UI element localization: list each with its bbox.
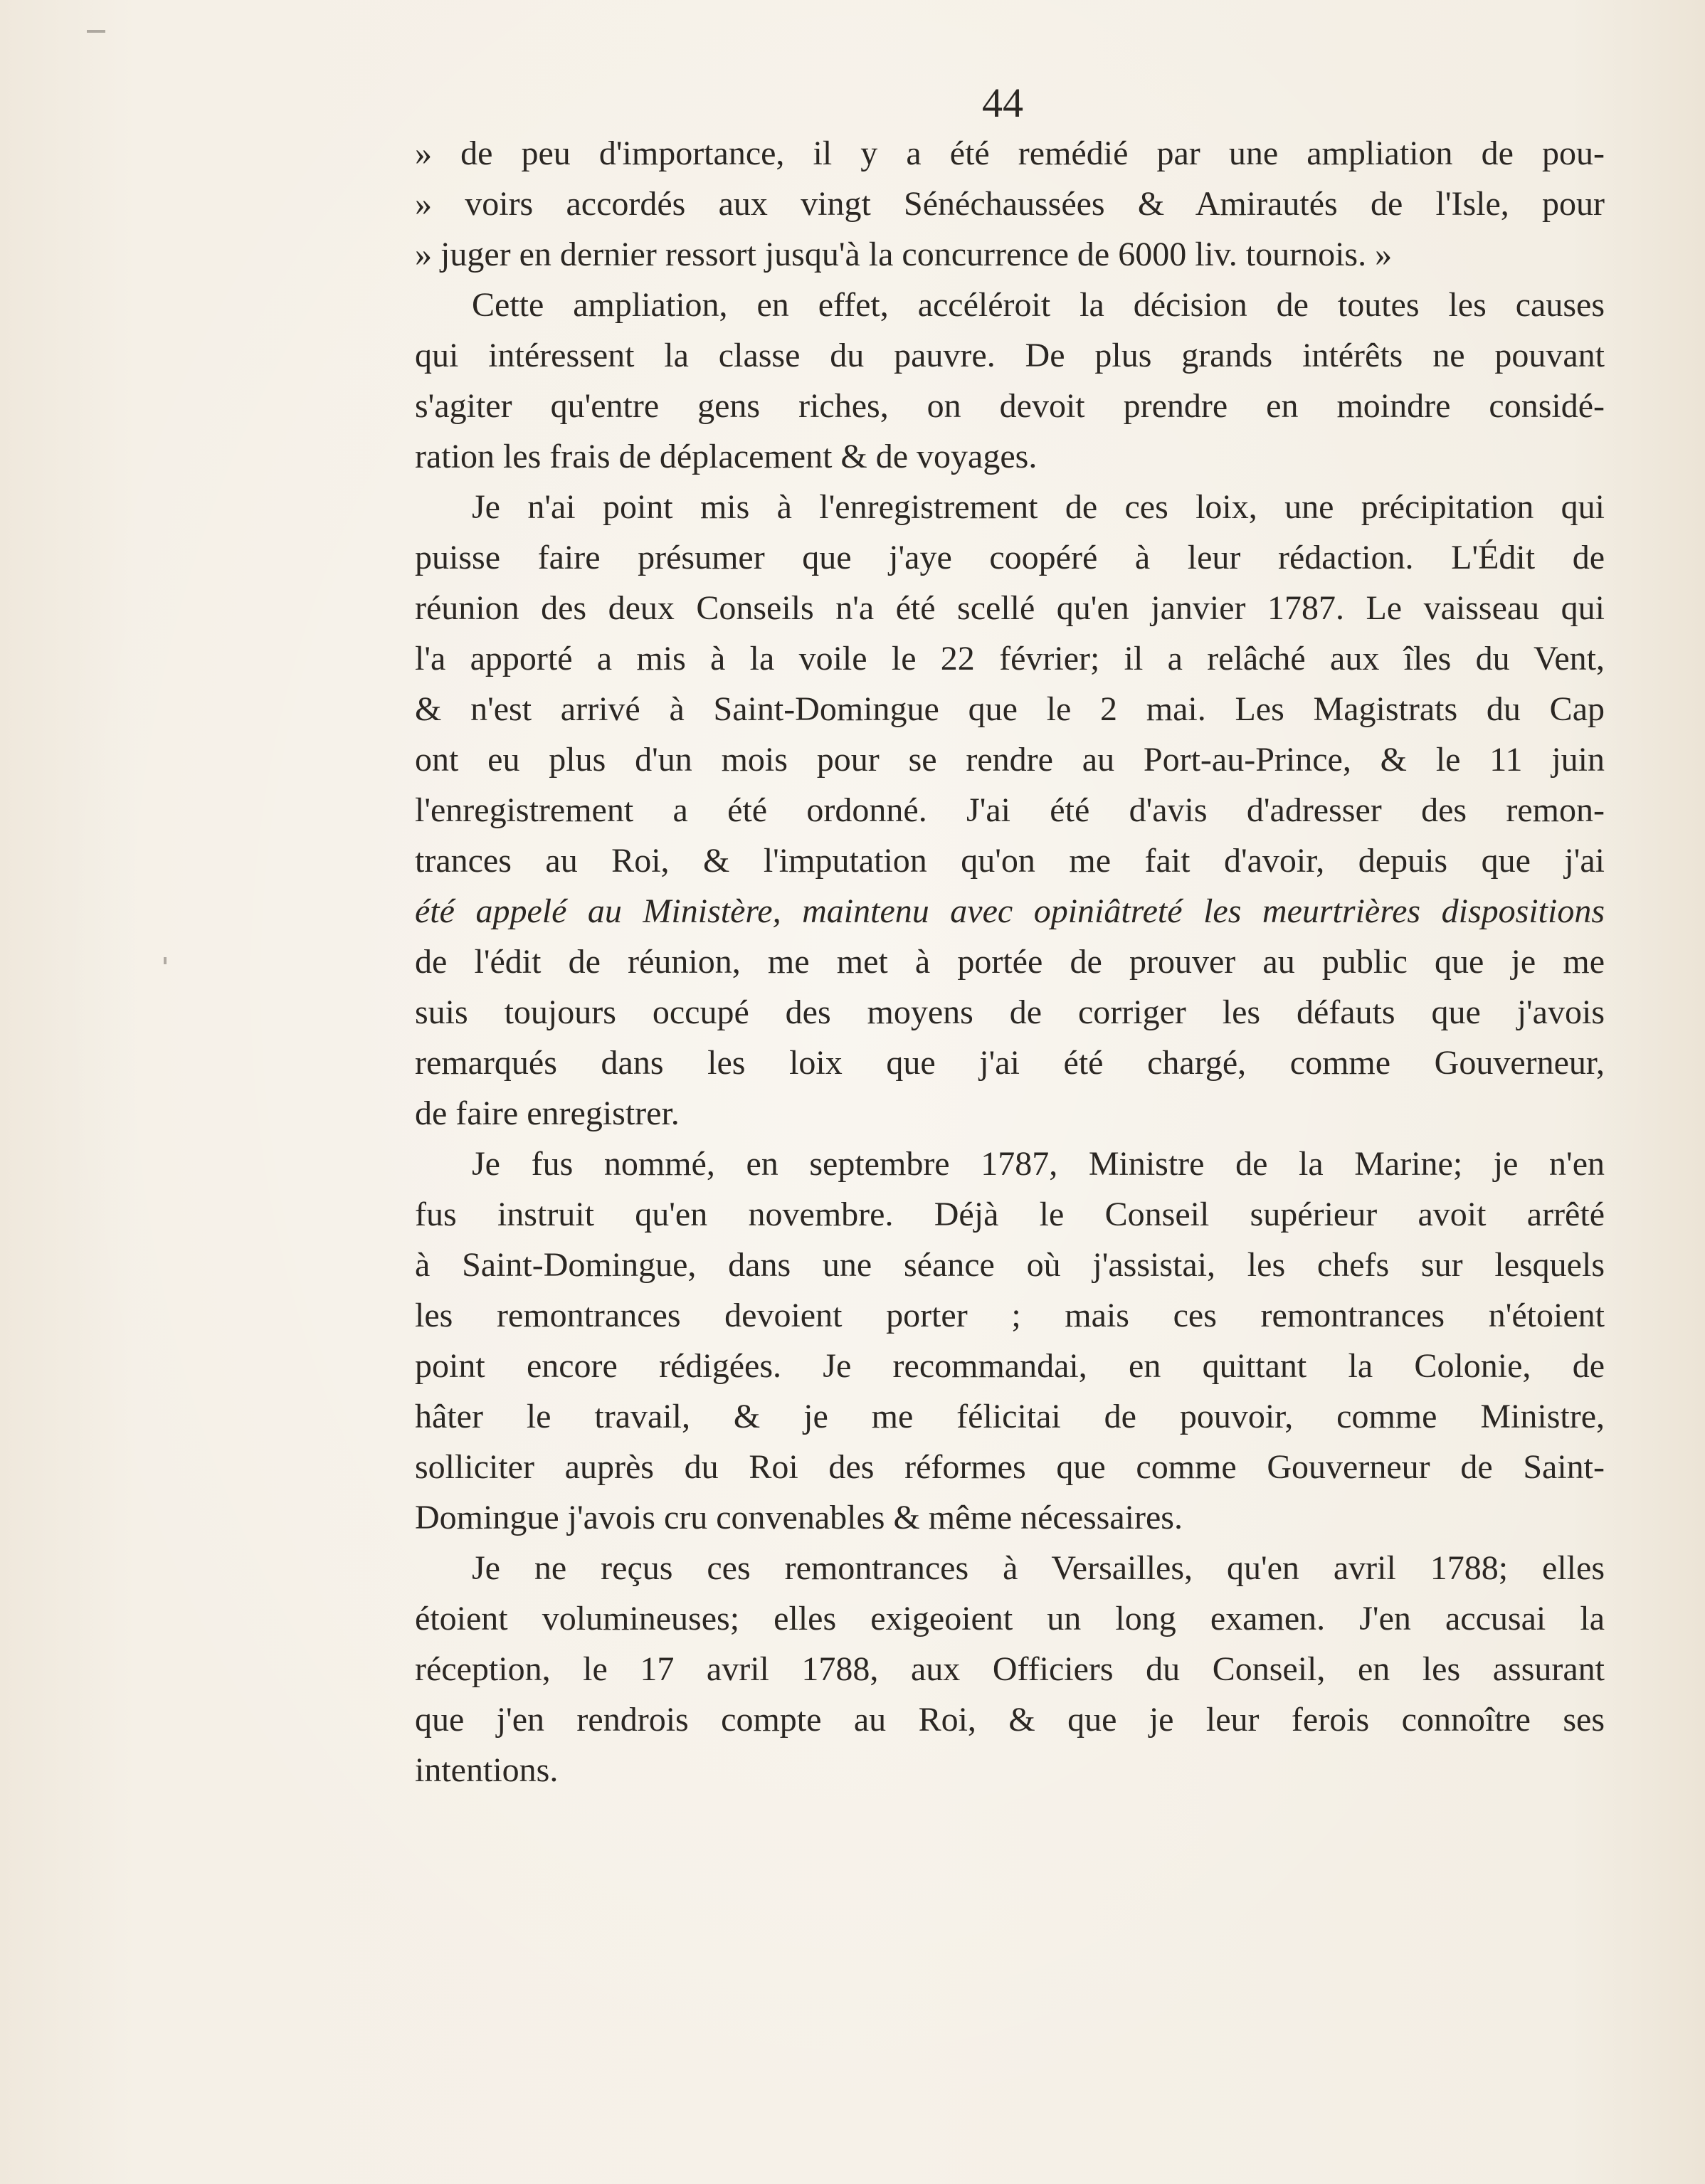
text-line: Je ne reçus ces remontrances à Versailles, qu'en avril 1788; elles <box>472 1549 1605 1587</box>
text-line: & n'est arrivé à Saint-Domingue que le 2 mai. Les Magistrats du Cap <box>415 690 1605 728</box>
body-text <box>415 128 1605 1795</box>
text-line: réunion des deux Conseils n'a été scellé qu'en janvier 1787. Le vaisseau qui <box>415 589 1605 627</box>
text-line: puisse faire présumer que j'aye coopéré à leur rédaction. L'Édit de <box>415 539 1605 576</box>
text-line: Je n'ai point mis à l'enregistrement de ces loix, une précipitation qui <box>472 488 1605 526</box>
text-line: » voirs accordés aux vingt Sénéchaussées & Amirautés de l'Isle, pour <box>415 185 1605 223</box>
text-line: ration les frais de déplacement & de voyages. <box>415 438 1038 475</box>
text-line: remarqués dans les loix que j'ai été chargé, comme Gouverneur, <box>415 1044 1605 1082</box>
text-line: qui intéressent la classe du pauvre. De plus grands intérêts ne pouvant <box>415 337 1605 374</box>
text-line: ont eu plus d'un mois pour se rendre au Port-au-Prince, & le 11 juin <box>415 741 1605 779</box>
text-line: » juger en dernier ressort jusqu'à la concurrence de 6000 liv. tournois. » <box>415 236 1393 273</box>
text-line: » de peu d'importance, il y a été remédié par une ampliation de pou- <box>415 134 1605 172</box>
text-line: que j'en rendrois compte au Roi, & que je leur ferois connoître ses <box>415 1701 1605 1739</box>
text-line: réception, le 17 avril 1788, aux Officiers du Conseil, en les assurant <box>415 1650 1605 1688</box>
text-line: Cette ampliation, en effet, accéléroit la décision de toutes les causes <box>472 286 1605 324</box>
text-line: l'enregistrement a été ordonné. J'ai été d'avis d'adresser des remon- <box>415 791 1605 829</box>
ink-mark <box>164 957 167 964</box>
text-line: étoient volumineuses; elles exigeoient un long examen. J'en accusai la <box>415 1600 1605 1637</box>
text-line: suis toujours occupé des moyens de corriger les défauts que j'avois <box>415 993 1605 1031</box>
text-line: fus instruit qu'en novembre. Déjà le Conseil supérieur avoit arrêté <box>415 1196 1605 1233</box>
text-line: intentions. <box>415 1751 559 1789</box>
text-line: été appelé au Ministère, maintenu avec opiniâtreté les meurtrières dispositions <box>415 892 1605 930</box>
text-line: point encore rédigées. Je recommandai, en quittant la Colonie, de <box>415 1347 1605 1385</box>
text-line: l'a apporté a mis à la voile le 22 février; il a relâché aux îles du Vent, <box>415 640 1605 677</box>
text-line: Je fus nommé, en septembre 1787, Ministre de la Marine; je n'en <box>472 1145 1605 1183</box>
text-line: les remontrances devoient porter ; mais ces remontrances n'étoient <box>415 1297 1605 1334</box>
text-line: hâter le travail, & je me félicitai de pouvoir, comme Ministre, <box>415 1398 1605 1435</box>
text-line: de faire enregistrer. <box>415 1094 680 1132</box>
text-line: à Saint-Domingue, dans une séance où j'assistai, les chefs sur lesquels <box>415 1246 1605 1284</box>
text-line: de l'édit de réunion, me met à portée de prouver au public que je me <box>415 943 1605 981</box>
ink-mark <box>87 30 105 33</box>
text-line: solliciter auprès du Roi des réformes que comme Gouverneur de Saint- <box>415 1448 1605 1486</box>
page-number: 44 <box>982 80 1023 126</box>
text-line: Domingue j'avois cru convenables & même nécessaires. <box>415 1499 1183 1536</box>
text-line: trances au Roi, & l'imputation qu'on me fait d'avoir, depuis que j'ai <box>415 842 1605 880</box>
text-line: s'agiter qu'entre gens riches, on devoit prendre en moindre considé- <box>415 387 1605 425</box>
